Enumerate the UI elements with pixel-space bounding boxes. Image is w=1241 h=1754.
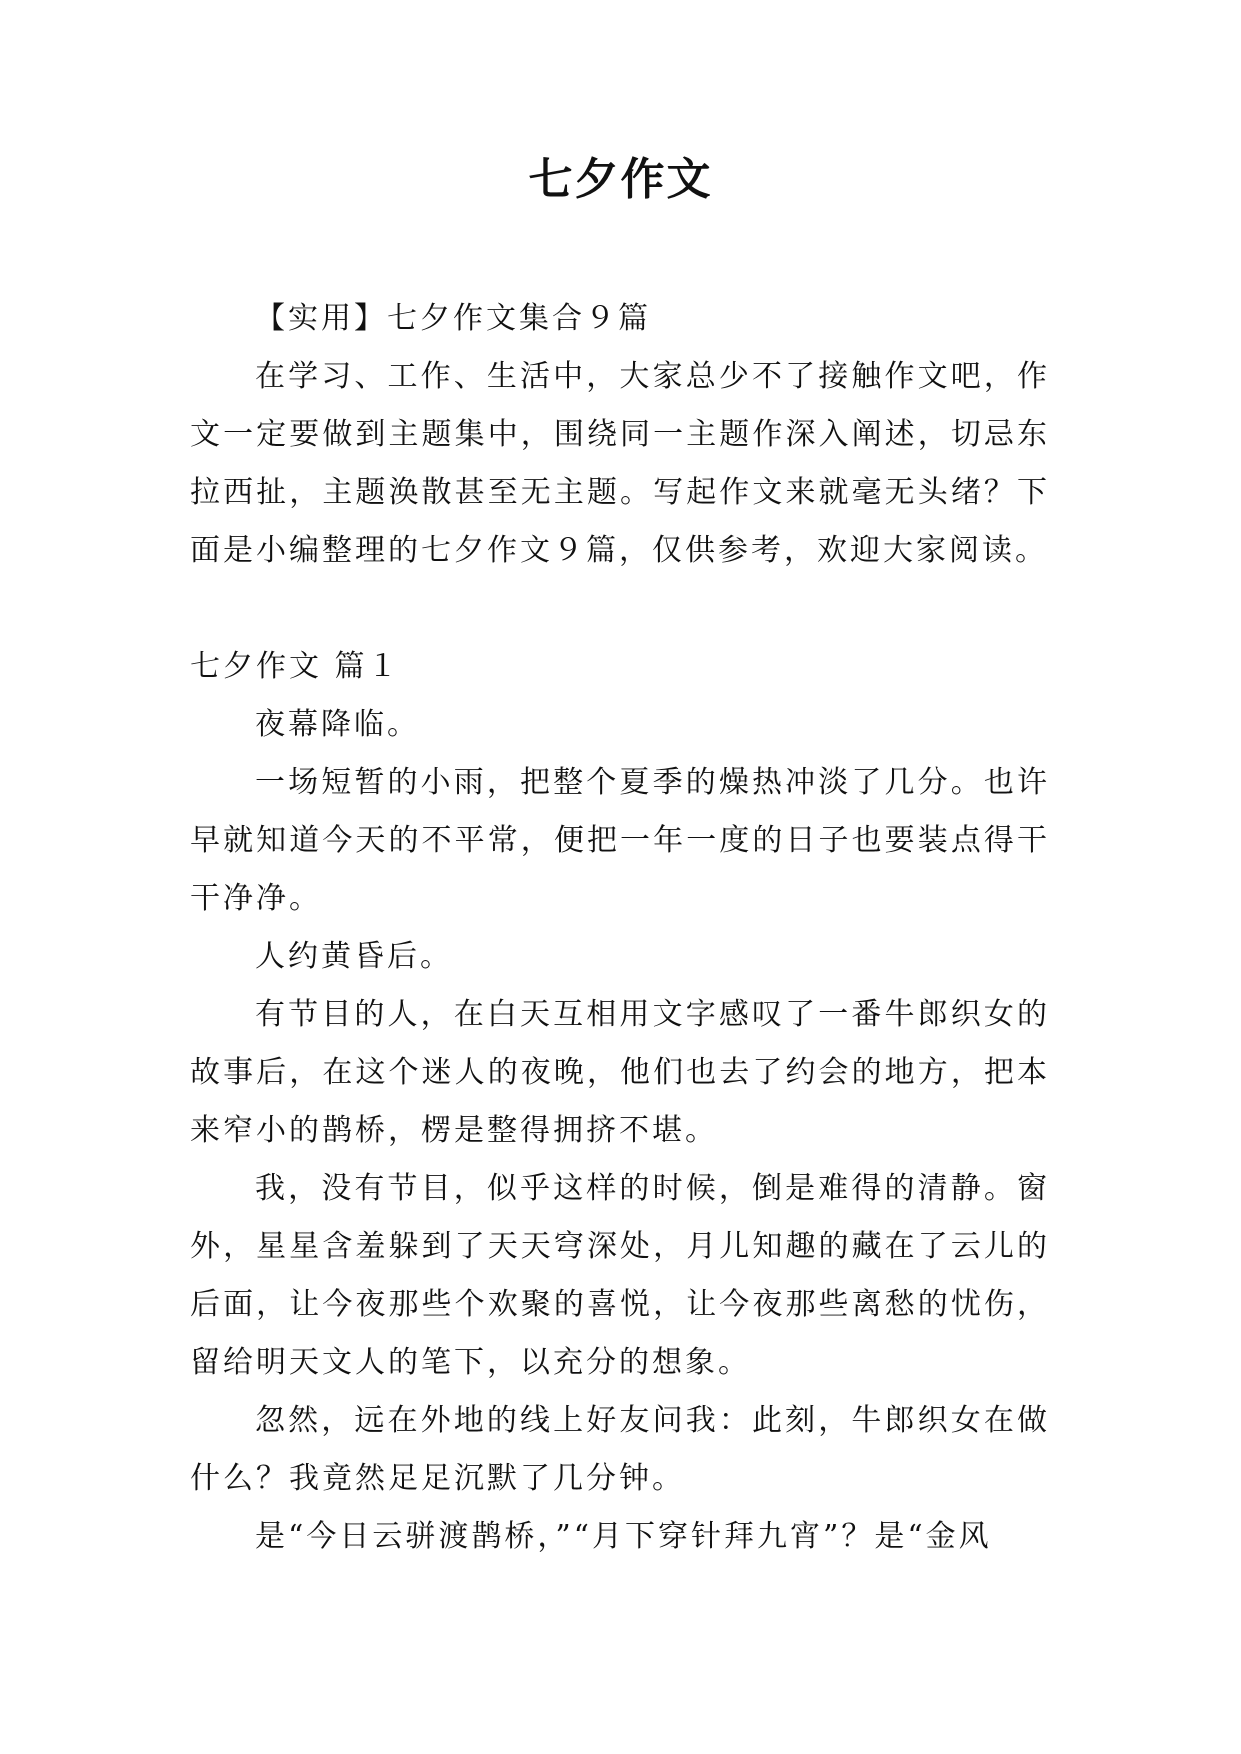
document-subtitle: 【实用】七夕作文集合９篇 bbox=[255, 301, 651, 336]
body-paragraph: 人约黄昏后。 bbox=[255, 939, 453, 974]
body-paragraph: 夜幕降临。 bbox=[255, 707, 420, 742]
section-heading: 七夕作文 篇１ bbox=[190, 649, 401, 684]
body-paragraph: 我，没有节目，似乎这样的时候，倒是难得的清静。窗外，星星含羞躲到了天天穹深处，月儿知趣的藏在了云儿的后面，让今夜那些个欢聚的喜悦，让今夜那些离愁的忧伤，留给明天文人的笔下，以充分的想象。 bbox=[190, 1171, 1050, 1380]
body-paragraph: 忽然，远在外地的线上好友问我：此刻，牛郎织女在做什么？我竟然足足沉默了几分钟。 bbox=[190, 1403, 1050, 1496]
intro-paragraph: 在学习、工作、生活中，大家总少不了接触作文吧，作文一定要做到主题集中，围绕同一主题作深入阐述，切忌东拉西扯，主题涣散甚至无主题。写起作文来就毫无头绪？下面是小编整理的七夕作文９篇，仅供参考，欢迎大家阅读。 bbox=[190, 359, 1050, 568]
section-spacer bbox=[190, 580, 1050, 638]
document-title: 七夕作文 bbox=[528, 154, 713, 205]
body-paragraph: 一场短暂的小雨，把整个夏季的燥热冲淡了几分。也许早就知道今天的不平常，便把一年一度的日子也要装点得干干净净。 bbox=[190, 765, 1050, 916]
body-paragraph: 是“今日云骈渡鹊桥，”“月下穿针拜九宵”？是“金风 bbox=[255, 1519, 992, 1554]
body-paragraph: 有节目的人，在白天互相用文字感叹了一番牛郎织女的故事后，在这个迷人的夜晚，他们也去了约会的地方，把本来窄小的鹊桥，楞是整得拥挤不堪。 bbox=[190, 997, 1050, 1148]
document-body bbox=[190, 290, 1050, 1566]
